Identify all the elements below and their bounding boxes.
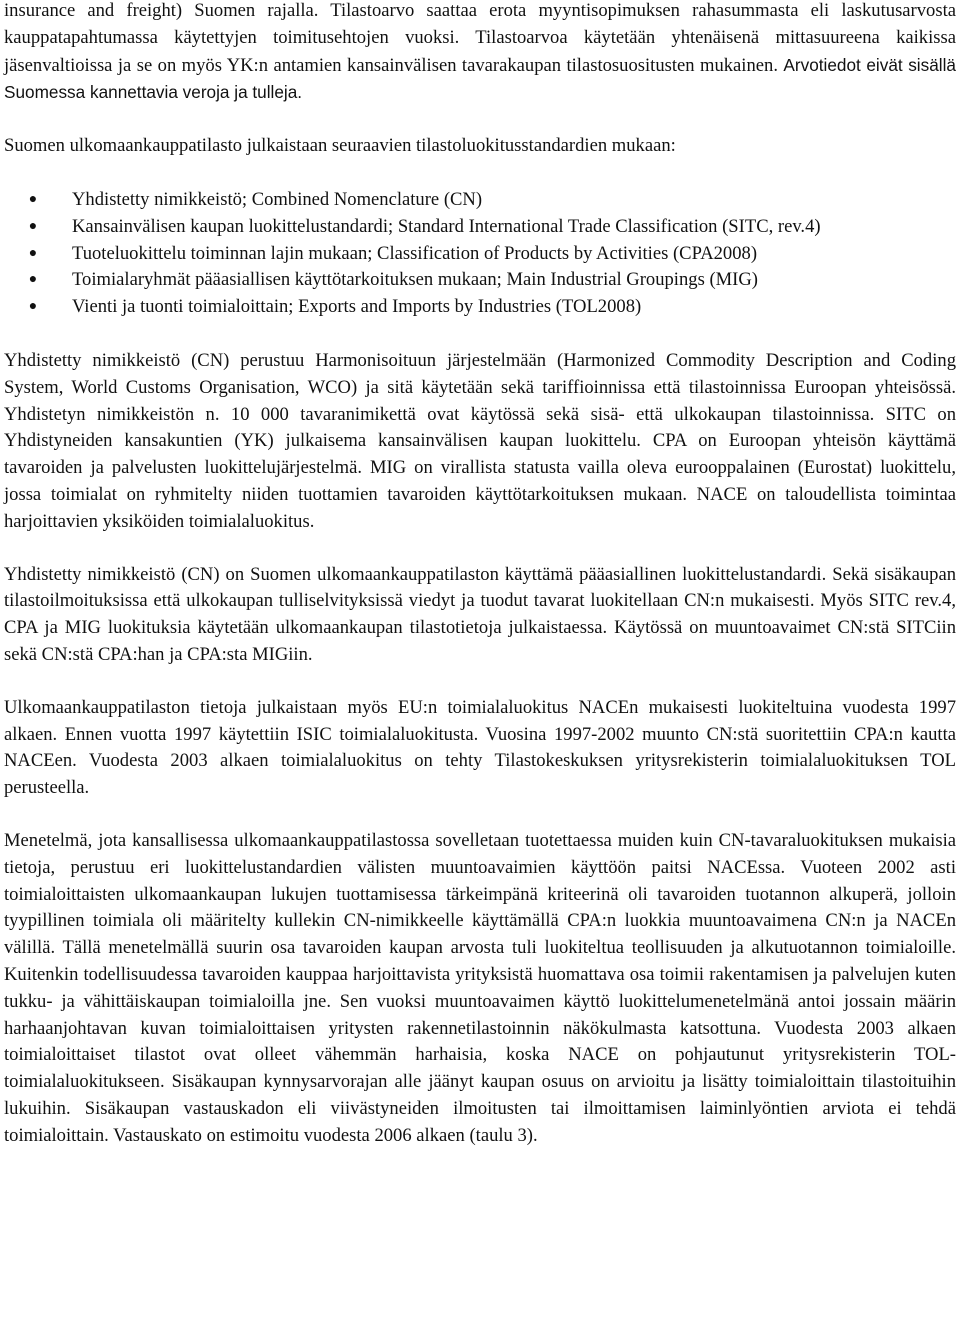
bullet-icon: ● [28, 218, 38, 234]
paragraph-cn-main-standard: Yhdistetty nimikkeistö (CN) on Suomen ulkomaankauppatilaston käyttämä pääasiallinen luokittelustandardi. Sekä sisäkaupan tilastoilmoituksissa että ulkokaupan tulliselvityksissä viedyt ja tuodut tavarat luokitellaan CN:n mukaisesti. Myös SITC rev.4, CPA ja MIG luokituksia käytetään ulkomaankaupan tilastotietoja julkaistaessa. Käytössä on muuntoavaimet CN:stä SITCiin sekä CN:stä CPA:han ja CPA:sta MIGiin. [4, 563, 956, 665]
bullet-icon: ● [28, 245, 38, 261]
paragraph-statistical-value-text: insurance and freight) Suomen rajalla. Tilastoarvo saattaa erota myyntisopimuksen rahasummasta eli laskutusarvosta kauppatapahtumassa käytettyjen toimitusehtojen vuoksi. Tilastoarvoa käytetään yhtenäisenä mittasuureena kaikissa jäsenvaltioissa ja se on myös YK:n antamien kansainvälisen tavarakaupan tilastosuositusten mukainen. [4, 0, 956, 76]
list-item [4, 294, 956, 321]
list-item [4, 187, 956, 214]
list-item-text: Tuoteluokittelu toiminnan lajin mukaan; Classification of Products by Activities (CPA2008) [72, 242, 758, 264]
list-item [4, 214, 956, 241]
list-item-text: Kansainvälisen kaupan luokittelustandardi; Standard International Trade Classification (SITC, rev.4) [72, 215, 821, 237]
list-item-text: Vienti ja tuonti toimialoittain; Exports and Imports by Industries (TOL2008) [72, 296, 642, 318]
list-item-text: Yhdistetty nimikkeistö; Combined Nomenclature (CN) [72, 188, 483, 210]
list-item [4, 241, 956, 268]
bullet-icon: ● [28, 191, 38, 207]
paragraph-nace-publication: Ulkomaankauppatilaston tietoja julkaistaan myös EU:n toimialaluokitus NACEn mukaisesti luokiteltuina vuodesta 1997 alkaen. Ennen vuotta 1997 käytettiin ISIC toimialaluokitusta. Vuosina 1997-2002 muunto CN:stä suoritettiin CPA:n kautta NACEen. Vuodesta 2003 alkaen toimialaluokitus on tehty Tilastokeskuksen yritysrekisterin toimialaluokituksen TOL perusteella. [4, 696, 956, 799]
paragraph-cn-description: Yhdistetty nimikkeistö (CN) perustuu Harmonisoituun järjestelmään (Harmonized Commodity Description and Coding System, World Customs Organisation, WCO) ja sitä käytetään sekä tariffioinnissa että tilastoinnissa Euroopan yhteisössä. Yhdistetyn nimikkeistön n. 10 000 tavaranimikettä ovat käytössä sekä sisä- että ulkokaupan tilastoinnissa. SITC on Yhdistyneiden kansakuntien (YK) julkaisema kansainvälisen kaupan luokittelu. CPA on Euroopan yhteisön käyttämä tavaroiden ja palvelusten luokittelujärjestelmä. MIG on virallista statusta vailla oleva eurooppalainen (Eurostat) luokittelu, jossa toimialat on ryhmitelty niiden tuottamien tavaroiden käyttötarkoituksen mukaan. NACE on taloudellista toimintaa harjoittavien yksiköiden toimialaluokitus. [4, 349, 956, 532]
list-item [4, 267, 956, 294]
paragraph-statistical-value-taxes-note: Arvotiedot eivät sisällä Suomessa kannettavia veroja ja tulleja. [4, 54, 956, 103]
paragraph-statistical-value [4, 0, 956, 107]
document-page [4, 0, 956, 1149]
bullet-icon: ● [28, 272, 38, 288]
list-item-text: Toimialaryhmät pääasiallisen käyttötarkoituksen mukaan; Main Industrial Groupings (MIG) [72, 269, 758, 291]
paragraph-classification-intro: Suomen ulkomaankauppatilasto julkaistaan seuraavien tilastoluokitusstandardien mukaan: [4, 135, 676, 157]
bullet-icon: ● [28, 299, 38, 315]
paragraph-method: Menetelmä, jota kansallisessa ulkomaankauppatilastossa sovelletaan tuotettaessa muiden kuin CN-tavaraluokituksen mukaisia tietoja, perustuu eri luokittelustandardien välisten muuntoavaimien käyttöön paitsi NACEssa. Vuoteen 2002 asti toimialoittaisten ulkomaankaupan lukujen tuottamisessa tärkeimpänä kriteerinä oli tavaroiden tuotannon alkuperä, jolloin tyypillinen toimiala oli määritelty kullekin CN-nimikkeelle käyttämällä CPA:n luokkia muuntoavaimena CN:n ja NACEn välillä. Tällä menetelmällä suurin osa tavaroiden kaupan arvosta tuli luokiteltua teollisuuden ja alkutuotannon toimialoille. Kuitenkin todellisuudessa tavaroiden kauppaa harjoittavista yrityksistä huomattava osa toimii rakentamisen ja palvelujen kuten tukku- ja vähittäiskaupan toimialoilla jne. Sen vuoksi muuntoavaimen käyttö luokittelumenetelmänä antoi jossain määrin harhaanjohtavan kuvan toimialoittaisen yritysten rakennetilastoinnin näkökulmasta katsottuna. Vuodesta 2003 alkaen toimialoittaiset tilastot ovat olleet vähemmän harhaisia, koska NACE on pohjautunut yritysrekisterin TOL-toimialaluokitukseen. Sisäkaupan kynnysarvorajan alle jäänyt kaupan osuus on arvioitu ja lisätty toimialoittain tilastoituihin lukuihin. Sisäkaupan vastauskadon eli viivästyneiden ilmoitusten tai ilmoittamisen laiminlyöntien arviota ei tehdä toimialoittain. Vastauskato on estimoitu vuodesta 2006 alkaen (taulu 3). [4, 829, 956, 1146]
classification-standards-list [4, 187, 956, 321]
